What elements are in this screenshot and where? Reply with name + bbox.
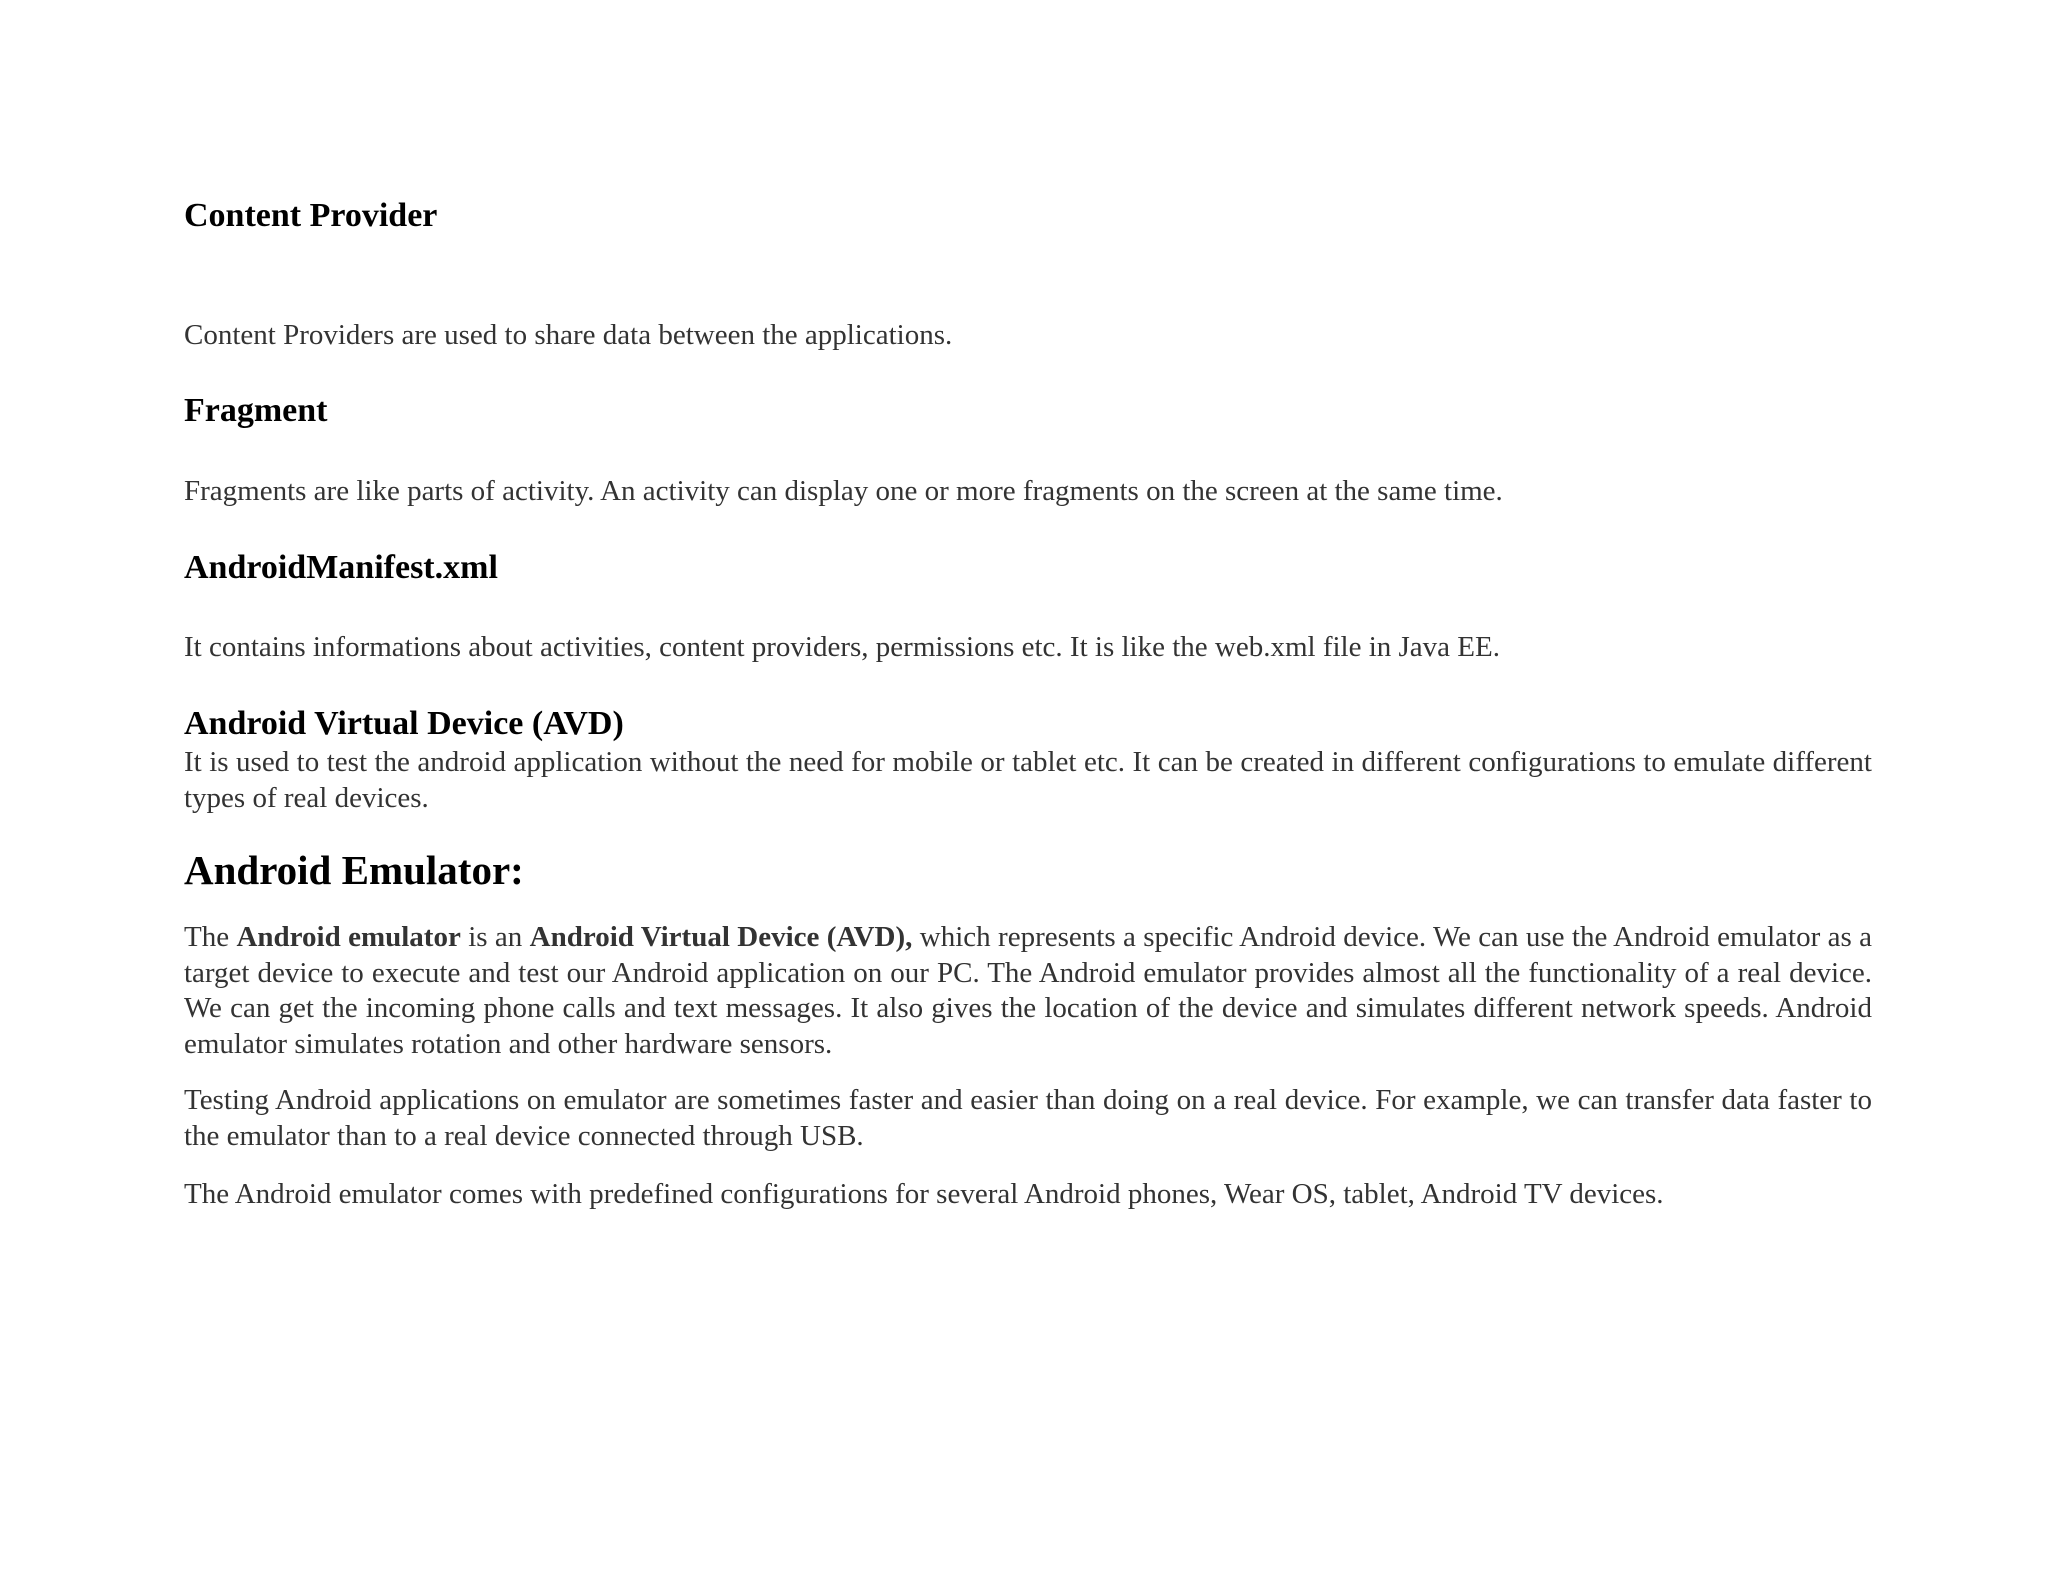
emulator-p1-text-2: is an [460,921,530,953]
emulator-paragraph-1 [184,920,1872,1062]
heading-avd: Android Virtual Device (AVD) [184,705,624,742]
heading-fragment: Fragment [184,392,328,429]
heading-content-provider: Content Provider [184,197,438,234]
emulator-paragraph-2: Testing Android applications on emulator are sometimes faster and easier than doing on a real device. For example, we can transfer data faster to the emulator than to a real device connected through USB. [184,1084,1872,1152]
content-provider-text: Content Providers are used to share data between the applications. [184,319,953,351]
emulator-p1-bold-avd: Android Virtual Device (AVD), [529,921,913,953]
heading-android-emulator: Android Emulator: [184,847,524,893]
emulator-p1-bold-android-emulator: Android emulator [236,921,461,953]
avd-text: It is used to test the android application without the need for mobile or tablet etc. It can be created in different configurations to emulate different types of real devices. [184,746,1872,814]
emulator-p1-text-1: The [184,921,237,953]
fragment-text: Fragments are like parts of activity. An activity can display one or more fragments on the screen at the same time. [184,475,1503,507]
heading-manifest: AndroidManifest.xml [184,549,498,586]
manifest-text: It contains informations about activities, content providers, permissions etc. It is like the web.xml file in Java EE. [184,631,1500,663]
emulator-paragraph-3: The Android emulator comes with predefined configurations for several Android phones, Wear OS, tablet, Android TV devices. [184,1178,1664,1210]
emulator-p1-text-3: which represents a specific Android device. We can use the Android emulator as a target device to execute and test our Android application on our PC. The Android emulator provides almost all the functionality of a real device. We can get the incoming phone calls and text messages. It also gives the location of the device and simulates different network speeds. Android emulator simulates rotation and other hardware sensors. [184,921,1872,1060]
